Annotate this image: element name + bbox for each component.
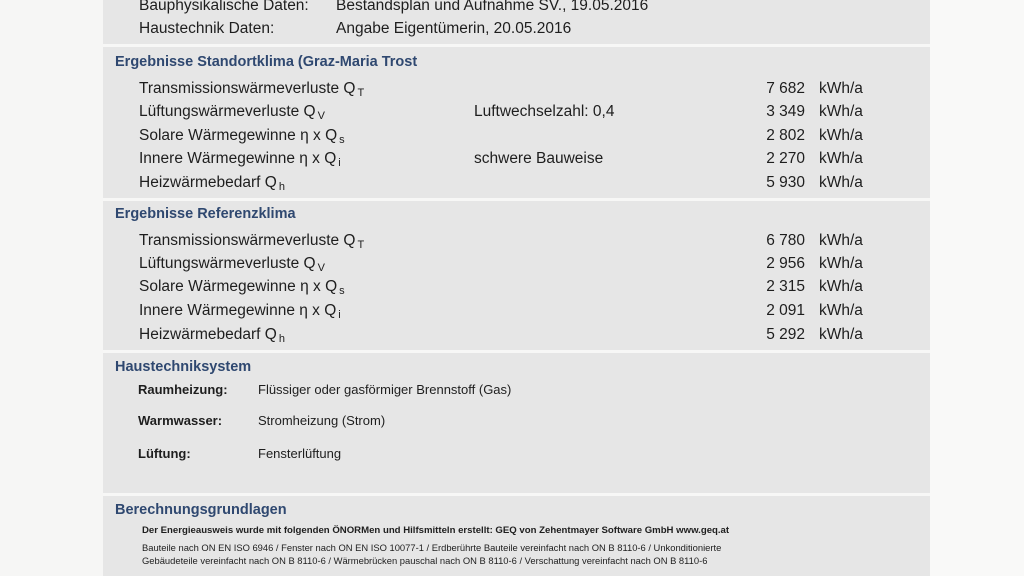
- warmwasser-value: Stromheizung (Strom): [258, 413, 386, 428]
- standortklima-title: Ergebnisse Standortklima (Graz-Maria Trost: [115, 54, 418, 70]
- referenz-row-label: Transmissionswärmeverluste Q $_T$: [139, 232, 365, 251]
- standort-row-label: Lüftungswärmeverluste Q $_V$: [139, 103, 325, 122]
- referenz-row-label: Solare Wärmegewinne η x Q $_s$: [139, 278, 345, 297]
- haustechnik-daten-label: Haustechnik Daten:: [139, 20, 275, 37]
- referenz-row-value: 5 292: [766, 326, 805, 343]
- standort-row-value: 2 802: [766, 127, 805, 144]
- referenz-row-unit: kWh/a: [819, 326, 863, 343]
- standort-row-value: 3 349: [766, 103, 805, 120]
- standort-row-label: Innere Wärmegewinne η x Q $_i$: [139, 150, 341, 169]
- raumheizung-label: Raumheizung:: [138, 382, 228, 397]
- referenzklima-title: Ergebnisse Referenzklima: [115, 206, 296, 222]
- standort-row-unit: kWh/a: [819, 127, 863, 144]
- referenz-row-label: Innere Wärmegewinne η x Q $_i$: [139, 302, 341, 321]
- standort-row-label: Heizwärmebedarf Q $_h$: [139, 174, 285, 193]
- standort-row-unit: kWh/a: [819, 150, 863, 167]
- lueftung-label: Lüftung:: [138, 446, 191, 461]
- referenz-row-unit: kWh/a: [819, 255, 863, 272]
- berechnungsgrundlagen-title: Berechnungsgrundlagen: [115, 502, 287, 518]
- standort-row-note: schwere Bauweise: [474, 150, 604, 167]
- bauphysik-value: Bestandsplan und Aufnahme SV., 19.05.2016: [336, 0, 649, 14]
- standort-row-unit: kWh/a: [819, 80, 863, 97]
- standort-row-label: Transmissionswärmeverluste Q $_T$: [139, 80, 365, 99]
- section-divider: [103, 198, 930, 201]
- referenz-row-label: Lüftungswärmeverluste Q $_V$: [139, 255, 325, 274]
- referenz-row-value: 2 091: [766, 302, 805, 319]
- section-divider: [103, 493, 930, 496]
- referenz-row-value: 6 780: [766, 232, 805, 249]
- referenz-row-unit: kWh/a: [819, 278, 863, 295]
- referenz-row-label: Heizwärmebedarf Q $_h$: [139, 326, 285, 345]
- grundlagen-line-1: Der Energieausweis wurde mit folgenden ÖNORMen und Hilfsmitteln erstellt: GEQ von Zehentmayer Software GmbH www.geq.at: [142, 525, 730, 536]
- raumheizung-value: Flüssiger oder gasförmiger Brennstoff (Gas): [258, 382, 512, 397]
- page-margin-right: [930, 0, 1024, 576]
- standort-row-note: Luftwechselzahl: 0,4: [474, 103, 615, 120]
- warmwasser-label: Warmwasser:: [138, 413, 223, 428]
- referenz-row-value: 2 956: [766, 255, 805, 272]
- standort-row-unit: kWh/a: [819, 174, 863, 191]
- referenz-row-unit: kWh/a: [819, 232, 863, 249]
- bauphysik-label: Bauphysikalische Daten:: [139, 0, 309, 14]
- standort-row-value: 2 270: [766, 150, 805, 167]
- lueftung-value: Fensterlüftung: [258, 446, 342, 461]
- grundlagen-line-2: Bauteile nach ON EN ISO 6946 / Fenster nach ON EN ISO 10077-1 / Erdberührte Bauteile vereinfacht nach ON B 8110-6 / Unkonditionierte: [142, 542, 722, 553]
- haustechniksystem-title: Haustechniksystem: [115, 359, 252, 375]
- standort-row-unit: kWh/a: [819, 103, 863, 120]
- standort-row-value: 7 682: [766, 80, 805, 97]
- haustechnik-daten-value: Angabe Eigentümerin, 20.05.2016: [336, 20, 572, 37]
- referenz-row-value: 2 315: [766, 278, 805, 295]
- grundlagen-line-3: Gebäudeteile vereinfacht nach ON B 8110-6 / Wärmebrücken pauschal nach ON B 8110-6 / Verschattung vereinfacht nach ON B 8110-6: [142, 555, 708, 566]
- referenz-row-unit: kWh/a: [819, 302, 863, 319]
- standort-row-label: Solare Wärmegewinne η x Q $_s$: [139, 127, 345, 146]
- section-divider: [103, 350, 930, 353]
- standort-row-value: 5 930: [766, 174, 805, 191]
- section-divider: [103, 44, 930, 47]
